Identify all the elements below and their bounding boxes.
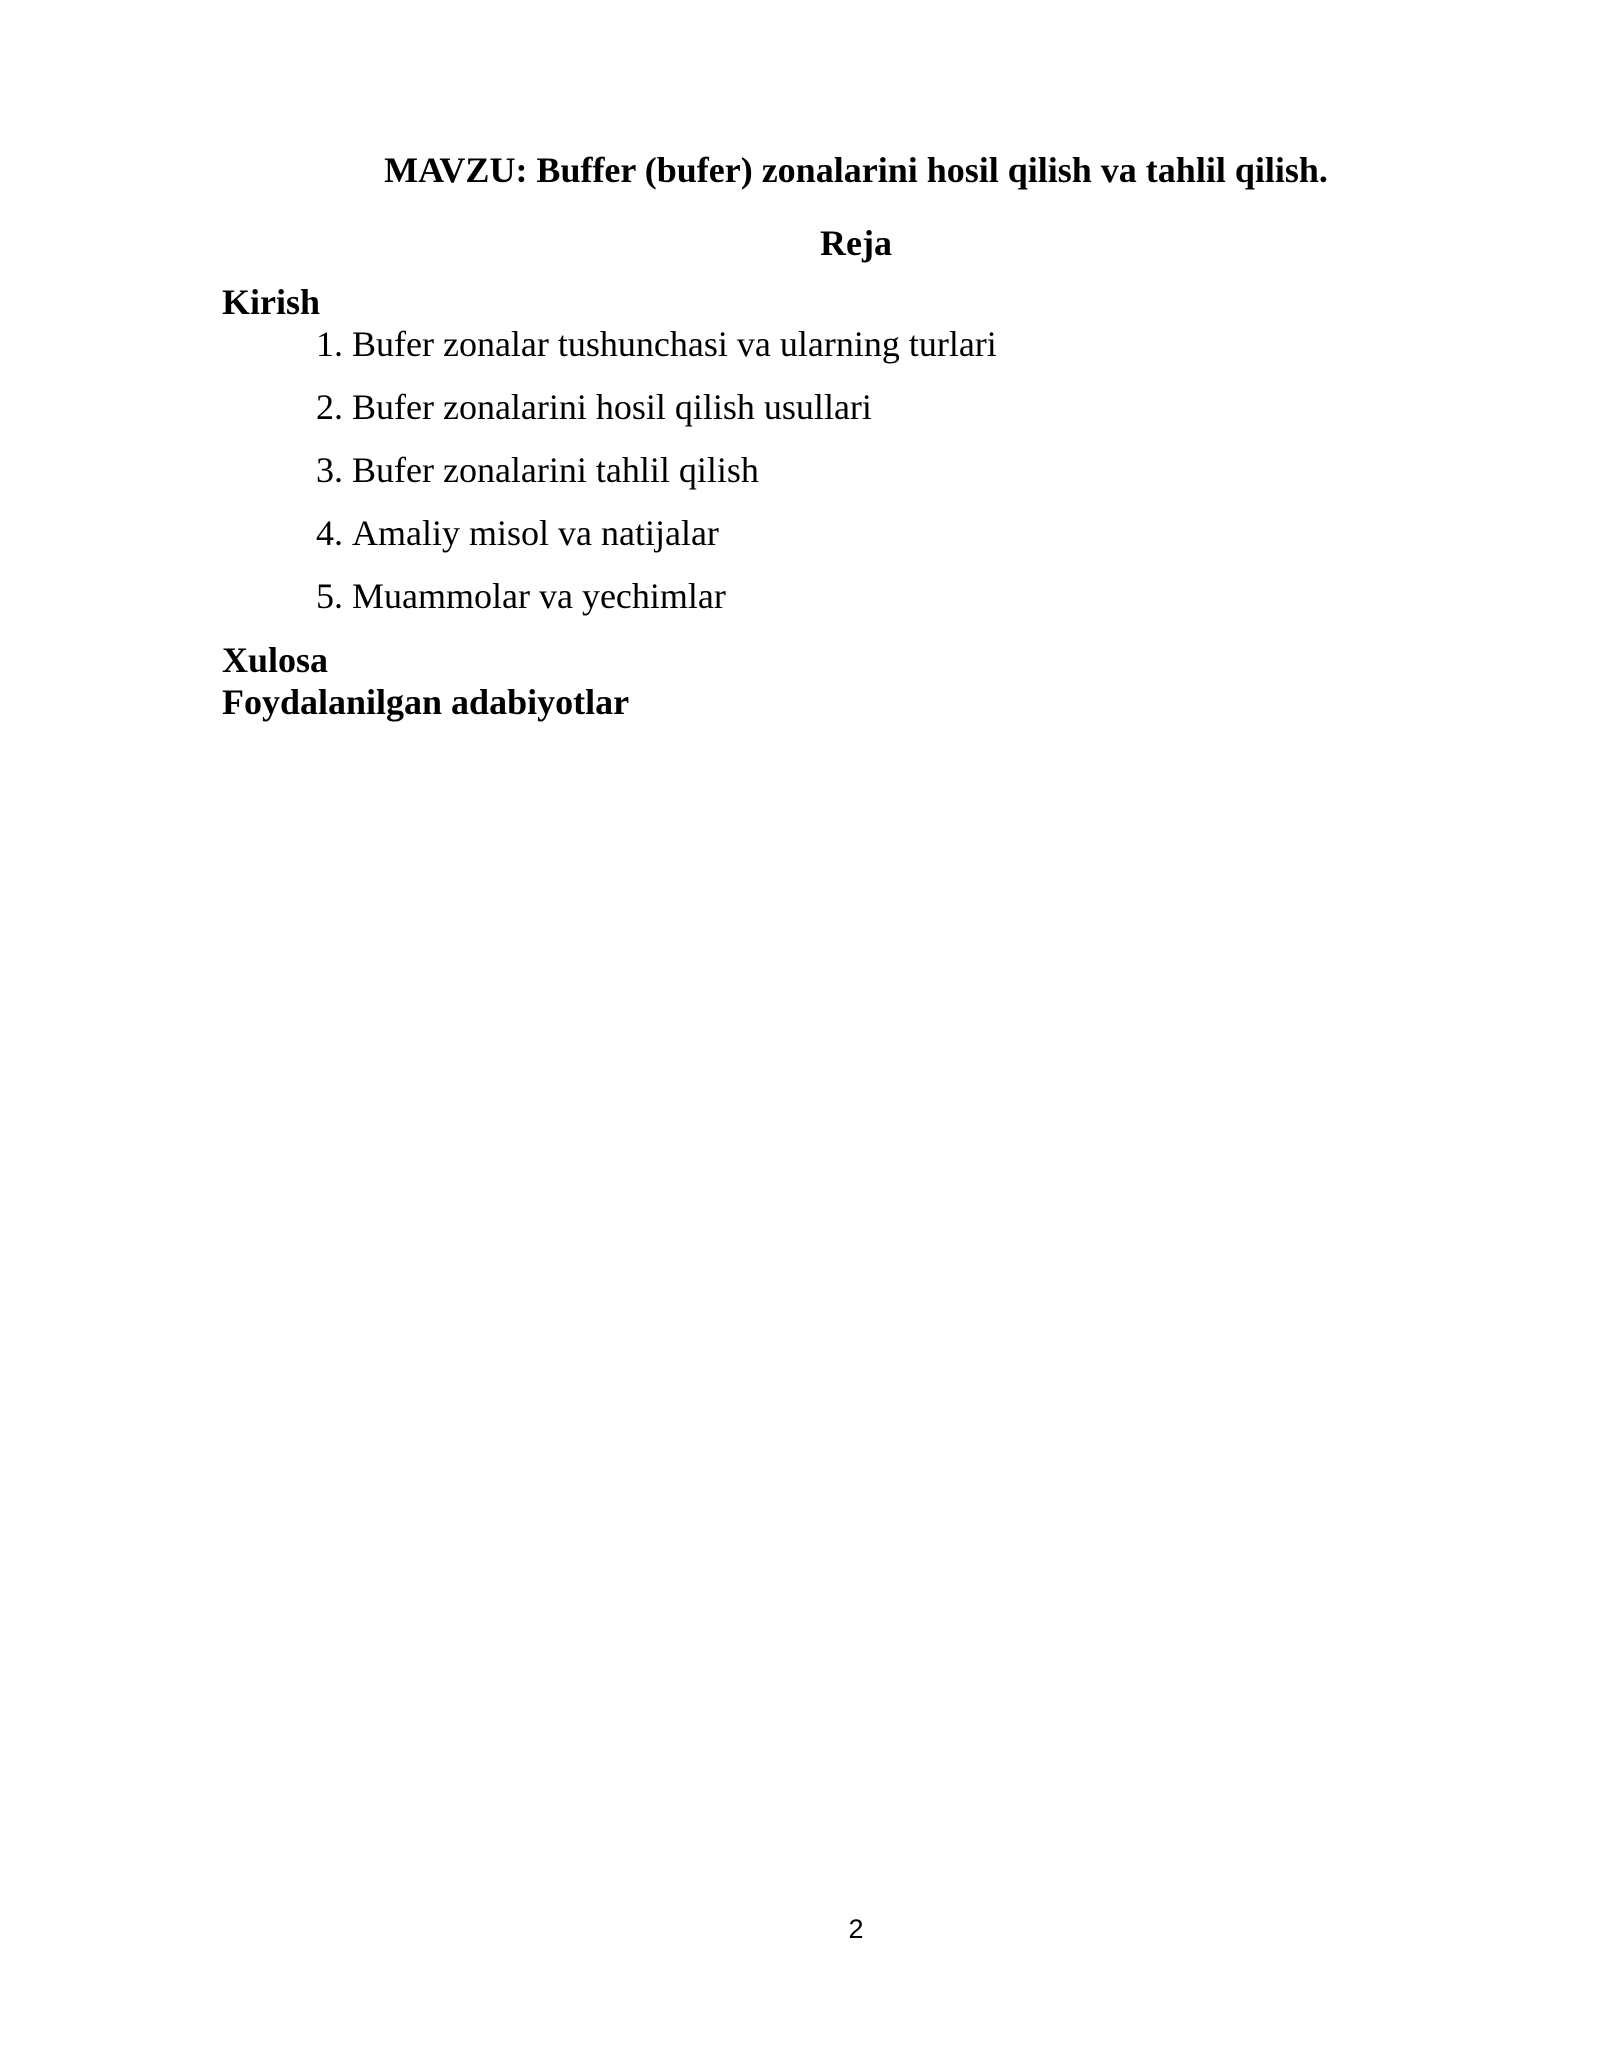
plan-item xyxy=(316,512,719,554)
plan-heading: Reja xyxy=(820,223,892,263)
references-heading: Foydalanilgan adabiyotlar xyxy=(222,682,630,722)
plan-item-number: 3. xyxy=(316,450,343,490)
plan-item xyxy=(316,575,726,617)
page-number: 2 xyxy=(848,1914,864,1944)
plan-item-text: Muammolar va yechimlar xyxy=(352,576,726,616)
plan-item-text: Bufer zonalarini hosil qilish usullari xyxy=(352,387,872,427)
plan-item xyxy=(316,449,759,491)
plan-item-text: Bufer zonalarini tahlil qilish xyxy=(352,450,759,490)
document-title: MAVZU: Buffer (bufer) zonalarini hosil qilish va tahlil qilish. xyxy=(384,150,1328,190)
conclusion-heading: Xulosa xyxy=(222,640,329,680)
plan-item-text: Amaliy misol va natijalar xyxy=(352,513,719,553)
plan-item xyxy=(316,386,872,428)
plan-item-number: 1. xyxy=(316,324,343,364)
plan-item-number: 5. xyxy=(316,576,343,616)
intro-heading: Kirish xyxy=(222,282,321,322)
plan-item-number: 4. xyxy=(316,513,343,553)
plan-item xyxy=(316,323,997,365)
plan-item-text: Bufer zonalar tushunchasi va ularning turlari xyxy=(352,324,997,364)
plan-item-number: 2. xyxy=(316,387,343,427)
